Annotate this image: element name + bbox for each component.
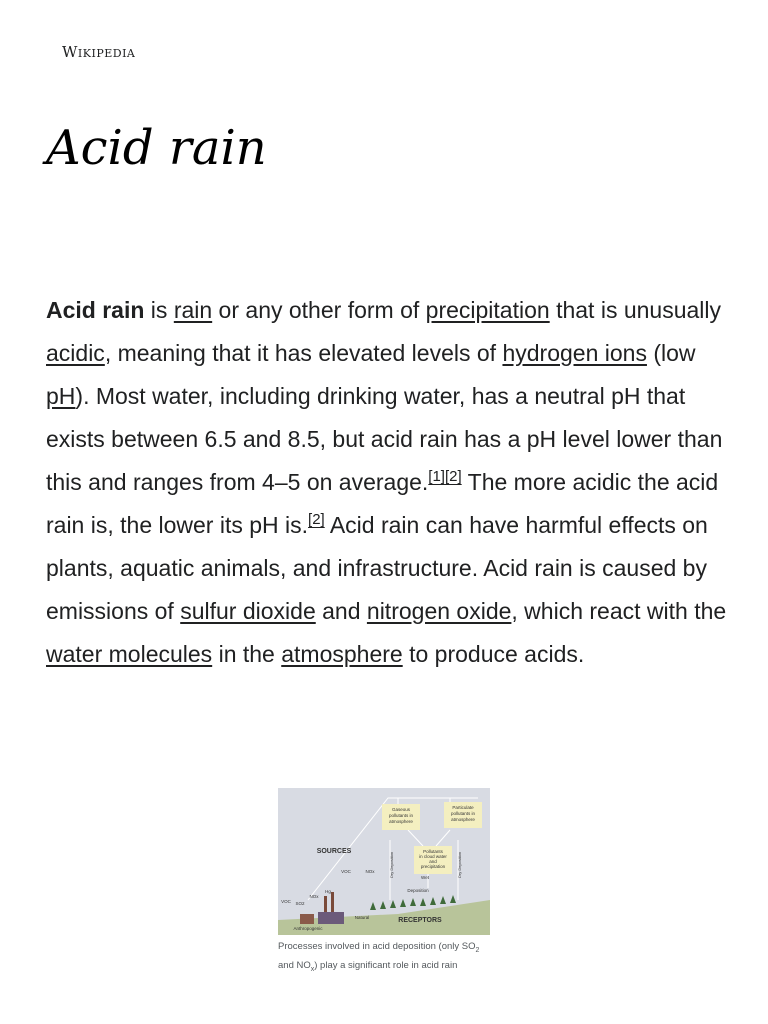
citation-2 xyxy=(308,511,325,528)
link-rain[interactable]: rain xyxy=(173,297,213,323)
ref-link-2b[interactable]: [2] xyxy=(308,511,325,528)
dry-deposition-label-right: Dry Deposition xyxy=(457,851,462,878)
caption-subscript: x xyxy=(310,965,315,973)
wet-label-1: Wet xyxy=(421,875,429,880)
gaseous-label-2: pollutants in xyxy=(388,813,414,818)
text-run: and xyxy=(315,598,367,624)
text-run: , meaning that it has elevated levels of xyxy=(104,340,503,366)
nox-label-lower: NOx xyxy=(309,894,319,899)
voc-label-upper: VOC xyxy=(341,869,351,874)
so2-label: SO2 xyxy=(295,901,305,906)
text-run: ). Most water, including drinking water, has a neutral pH that exists between 6.5 and 8.5, but acid rain has a pH level lower than this and ranges from 4–5 on average. xyxy=(46,383,723,495)
cloud-label-1: Pollutants xyxy=(423,849,443,854)
natural-label: Natural xyxy=(354,915,370,920)
particulate-label-1: Particulate xyxy=(452,805,474,810)
gaseous-label-1: Gaseous xyxy=(391,807,411,812)
caption-subscript: 2 xyxy=(475,946,480,954)
cloud-label-2: in cloud water xyxy=(419,854,447,859)
sources-label: SOURCES xyxy=(316,848,352,855)
link-acidic[interactable]: acidic xyxy=(46,340,105,366)
figure-caption xyxy=(278,939,490,977)
wikipedia-wordmark[interactable]: Wikipedia xyxy=(62,43,136,61)
acid-deposition-diagram[interactable] xyxy=(278,788,490,935)
link-nitrogen-oxide[interactable]: nitrogen oxide xyxy=(366,598,512,624)
acid-deposition-figure xyxy=(278,788,490,977)
ref-link-1[interactable]: [1] xyxy=(428,468,445,485)
text-run: or any other form of xyxy=(212,297,426,323)
caption-text: Processes involved in acid deposition (only SO xyxy=(278,941,476,952)
nox-label-upper: NOx xyxy=(365,869,375,874)
link-atmosphere[interactable]: atmosphere xyxy=(281,641,403,667)
text-run: The more acidic the acid rain is, the lower its pH is. xyxy=(46,469,719,538)
text-run: to produce acids. xyxy=(402,641,585,667)
link-water-molecules[interactable]: water molecules xyxy=(46,641,213,667)
text-run: (low xyxy=(646,340,696,366)
hg-label: Hg xyxy=(325,889,331,894)
cloud-label-4: precipitation xyxy=(420,864,446,869)
bold-term: Acid rain xyxy=(46,297,145,323)
text-run: , which react with the xyxy=(511,598,727,624)
article-intro-paragraph xyxy=(46,289,736,676)
receptors-label: RECEPTORS xyxy=(398,917,442,924)
voc-label-lower: VOC xyxy=(281,899,291,904)
text-run: that is unusually xyxy=(549,297,722,323)
caption-text: ) play a significant role in acid rain xyxy=(314,959,458,971)
wet-label-2: Deposition xyxy=(407,888,429,893)
link-precipitation[interactable]: precipitation xyxy=(425,297,550,323)
anthropogenic-label: Anthropogenic xyxy=(293,926,323,931)
link-sulfur-dioxide[interactable]: sulfur dioxide xyxy=(180,598,316,624)
cloud-label-3: and xyxy=(429,859,437,864)
link-hydrogen-ions[interactable]: hydrogen ions xyxy=(502,340,647,366)
particulate-label-2: pollutants in xyxy=(450,811,476,816)
page-title: Acid rain xyxy=(46,120,267,176)
dry-deposition-label-left: Dry Deposition xyxy=(389,851,394,878)
caption-text: and NO xyxy=(278,959,311,971)
link-ph[interactable]: pH xyxy=(46,383,76,409)
text-run: is xyxy=(144,297,174,323)
particulate-label-3: atmosphere xyxy=(451,817,475,822)
citation-1 xyxy=(428,468,461,485)
text-run: in the xyxy=(212,641,282,667)
text-run: Acid rain can have harmful effects on plants, aquatic animals, and infrastructure. Acid rain is caused by emissions of xyxy=(46,512,708,624)
gaseous-label-3: atmosphere xyxy=(389,819,413,824)
ref-link-2[interactable]: [2] xyxy=(444,468,462,485)
